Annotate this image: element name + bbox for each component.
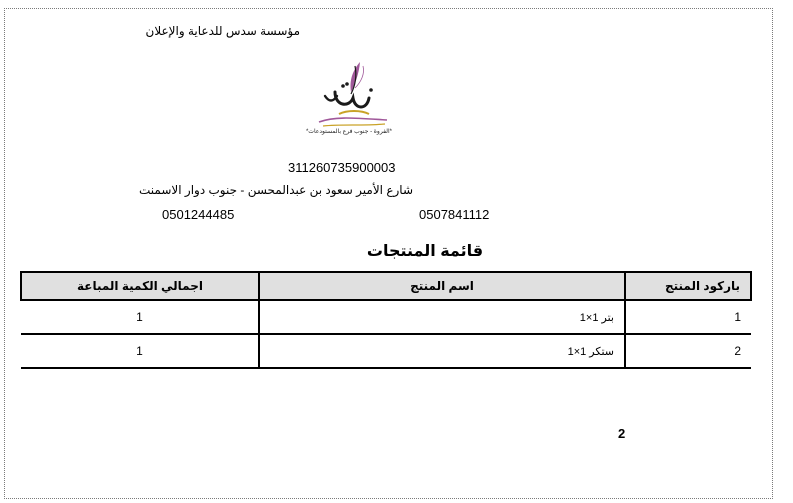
- cell-barcode: 2: [625, 334, 751, 368]
- total-count: 2: [618, 426, 626, 441]
- table-header-row: [21, 272, 751, 300]
- column-header-name: اسم المنتج: [259, 272, 625, 300]
- column-header-barcode: باركود المنتج: [625, 272, 751, 300]
- company-address: شارع الأمير سعود بن عبدالمحسن - جنوب دوار الاسمنت: [138, 183, 413, 197]
- cell-name: بتر 1×1: [259, 300, 625, 334]
- feather-quill-logo-icon: [319, 62, 387, 126]
- cell-name: ستكر 1×1: [259, 334, 625, 368]
- tax-number: 311260735900003: [288, 160, 396, 175]
- table-row: [21, 300, 751, 334]
- cell-quantity: 1: [21, 300, 259, 334]
- column-header-quantity: اجمالي الكمية المباعة: [21, 272, 259, 300]
- cell-barcode: 1: [625, 300, 751, 334]
- table-row: [21, 334, 751, 368]
- cell-quantity: 1: [21, 334, 259, 368]
- phone-number-left: 0501244485: [162, 207, 235, 222]
- phone-number-right: 0507841112: [419, 207, 490, 222]
- logo-caption: *الفروة - جنوب فرع بالمستودعات*: [305, 129, 392, 135]
- company-name: مؤسسة سدس للدعاية والإعلان: [145, 24, 300, 38]
- report-title: قائمة المنتجات: [366, 243, 484, 260]
- products-table: [20, 271, 752, 369]
